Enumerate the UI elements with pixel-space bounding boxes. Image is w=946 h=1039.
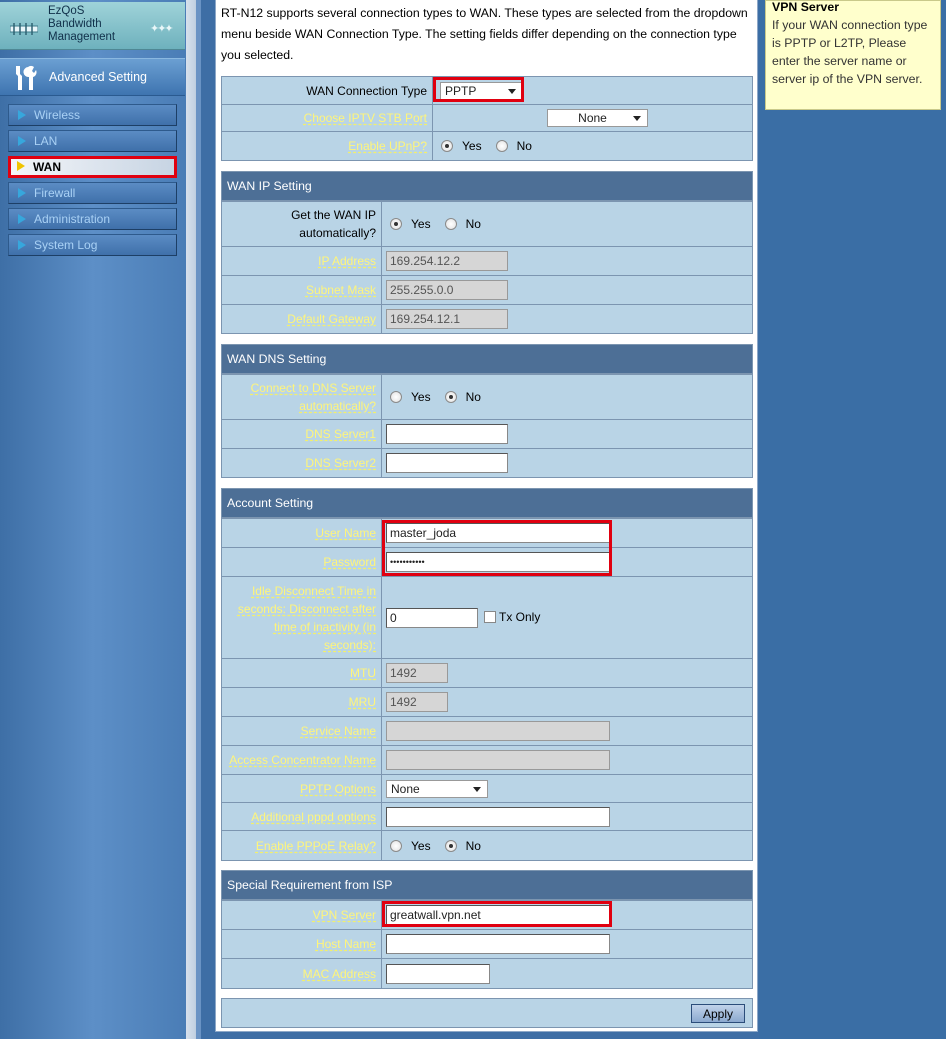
username-label[interactable]: User Name xyxy=(315,526,376,540)
wan-ip-auto-no-label: No xyxy=(465,217,481,231)
pppoe-relay-yes-label: Yes xyxy=(411,838,431,853)
help-title: VPN Server xyxy=(772,0,839,14)
arrow-icon xyxy=(18,214,26,224)
row-mac-address xyxy=(222,959,752,988)
mac-address-input[interactable] xyxy=(386,964,490,984)
host-name-label[interactable]: Host Name xyxy=(315,937,376,951)
password-label[interactable]: Password xyxy=(323,555,376,569)
sidebar-item-wan[interactable]: WAN xyxy=(8,156,177,178)
pppd-label[interactable]: Additional pppd options xyxy=(251,809,376,824)
ezqos-banner[interactable] xyxy=(0,2,185,50)
row-default-gateway xyxy=(222,305,752,333)
isp-table xyxy=(221,900,753,989)
mtu-input[interactable]: 1492 xyxy=(386,663,448,683)
mru-input[interactable]: 1492 xyxy=(386,692,448,712)
dns2-label[interactable]: DNS Server2 xyxy=(305,456,376,470)
service-name-label[interactable]: Service Name xyxy=(300,724,376,738)
wan-type-select[interactable]: PPTP xyxy=(440,82,523,100)
row-dns1 xyxy=(222,420,752,449)
row-service-name xyxy=(222,717,752,746)
dns-auto-yes-radio[interactable] xyxy=(390,391,402,403)
dns-auto-no-radio[interactable] xyxy=(445,391,457,403)
sidebar xyxy=(0,0,186,1039)
upnp-yes-radio[interactable] xyxy=(441,140,453,152)
vpn-server-input[interactable]: greatwall.vpn.net xyxy=(386,905,610,925)
arrow-icon xyxy=(18,136,26,146)
row-subnet-mask xyxy=(222,276,752,305)
upnp-no-radio[interactable] xyxy=(496,140,508,152)
sidebar-item-lan[interactable]: LAN xyxy=(8,130,177,152)
sidebar-item-firewall[interactable]: Firewall xyxy=(8,182,177,204)
row-ac-name xyxy=(222,746,752,775)
arrow-icon xyxy=(17,161,25,171)
bandwidth-icon xyxy=(10,22,38,36)
wrench-icon xyxy=(12,64,38,92)
subnet-mask-input[interactable]: 255.255.0.0 xyxy=(386,280,508,300)
wan-ip-auto-no-radio[interactable] xyxy=(445,218,457,230)
pptp-options-label[interactable]: PPTP Options xyxy=(300,781,376,796)
dns1-input[interactable] xyxy=(386,424,508,444)
upnp-yes-label: Yes xyxy=(462,139,482,153)
row-password xyxy=(222,548,752,577)
account-header: Account Setting xyxy=(221,488,753,518)
subnet-mask-label[interactable]: Subnet Mask xyxy=(305,283,376,297)
ac-name-input[interactable] xyxy=(386,750,610,770)
wan-ip-auto-yes-label: Yes xyxy=(411,217,431,231)
row-host-name xyxy=(222,930,752,959)
row-pppoe-relay xyxy=(222,831,752,860)
arrow-icon xyxy=(18,240,26,250)
wan-ip-auto-label: Get the WAN IP automatically? xyxy=(291,208,376,240)
idle-label[interactable]: Idle Disconnect Time in seconds: Disconnect after time of inactivity (in seconds): xyxy=(237,583,376,652)
pppoe-relay-yes-radio[interactable] xyxy=(390,840,402,852)
sidebar-item-system-log[interactable]: System Log xyxy=(8,234,177,256)
ip-address-label[interactable]: IP Address xyxy=(318,254,376,268)
row-pppd xyxy=(222,803,752,831)
host-name-input[interactable] xyxy=(386,934,610,954)
sidebar-menu xyxy=(8,104,177,260)
arrow-icon xyxy=(18,188,26,198)
service-name-input[interactable] xyxy=(386,721,610,741)
dns2-input[interactable] xyxy=(386,453,508,473)
pppoe-relay-label[interactable]: Enable PPPoE Relay? xyxy=(255,838,376,853)
mru-label[interactable]: MRU xyxy=(348,695,376,709)
row-upnp xyxy=(222,132,752,160)
vpn-server-label[interactable]: VPN Server xyxy=(312,908,376,922)
row-pptp-options xyxy=(222,775,752,803)
dns-auto-no-label: No xyxy=(465,390,481,404)
isp-header: Special Requirement from ISP xyxy=(221,870,753,900)
default-gateway-input[interactable]: 169.254.12.1 xyxy=(386,309,508,329)
intro-text: RT-N12 supports several connection types to WAN. These types are selected from the dropdown menu beside WAN Connection Type. The setting fields differ depending on the connection type you selected. xyxy=(221,6,748,62)
ip-address-input[interactable]: 169.254.12.2 xyxy=(386,251,508,271)
sidebar-item-administration[interactable]: Administration xyxy=(8,208,177,230)
main-panel xyxy=(215,0,758,1032)
row-iptv xyxy=(222,105,752,132)
wan-dns-header: WAN DNS Setting xyxy=(221,344,753,374)
pppoe-relay-no-label: No xyxy=(465,838,481,853)
wan-ip-header: WAN IP Setting xyxy=(221,171,753,201)
dns-auto-label[interactable]: Connect to DNS Server automatically? xyxy=(250,381,376,413)
iptv-select[interactable]: None xyxy=(547,109,648,127)
apply-button[interactable]: Apply xyxy=(691,1004,745,1023)
sidebar-item-wireless[interactable]: Wireless xyxy=(8,104,177,126)
row-ip-address xyxy=(222,247,752,276)
pppoe-relay-no-radio[interactable] xyxy=(445,840,457,852)
dns1-label[interactable]: DNS Server1 xyxy=(305,427,376,441)
basic-settings-table xyxy=(221,76,753,161)
row-mru xyxy=(222,688,752,717)
ezqos-label: EzQoS Bandwidth Management xyxy=(48,5,116,43)
row-username xyxy=(222,519,752,548)
help-panel xyxy=(765,0,941,110)
arrow-icon xyxy=(18,110,26,120)
ac-name-label[interactable]: Access Concentrator Name xyxy=(229,753,376,767)
default-gateway-label[interactable]: Default Gateway xyxy=(287,312,376,326)
pppd-input[interactable] xyxy=(386,807,610,827)
pptp-options-select[interactable]: None xyxy=(386,780,488,798)
wan-ip-auto-yes-radio[interactable] xyxy=(390,218,402,230)
tx-only-checkbox[interactable] xyxy=(484,611,496,623)
row-vpn-server xyxy=(222,901,752,930)
row-dns-auto xyxy=(222,375,752,420)
account-table xyxy=(221,518,753,861)
help-text: If your WAN connection type is PPTP or L2TP, Please enter the server name or server ip of the VPN server. xyxy=(772,18,928,86)
dns-auto-yes-label: Yes xyxy=(411,390,431,404)
wan-type-label: WAN Connection Type xyxy=(306,83,427,98)
wan-ip-table xyxy=(221,201,753,334)
mtu-label[interactable]: MTU xyxy=(350,666,376,680)
wan-dns-table xyxy=(221,374,753,478)
iptv-label[interactable]: Choose IPTV STB Port xyxy=(303,111,427,125)
advanced-setting-header[interactable] xyxy=(0,58,185,96)
tx-only-label: Tx Only xyxy=(499,609,541,624)
advanced-setting-label: Advanced Setting xyxy=(49,70,147,84)
password-input[interactable]: ••••••••••• xyxy=(386,552,610,572)
upnp-no-label: No xyxy=(516,139,532,153)
apply-bar xyxy=(221,998,753,1028)
stars-icon: ✦✦✦ xyxy=(150,23,172,35)
idle-input[interactable]: 0 xyxy=(386,608,478,628)
row-wan-type xyxy=(222,77,752,105)
upnp-label[interactable]: Enable UPnP? xyxy=(348,139,427,153)
row-dns2 xyxy=(222,449,752,477)
row-wan-ip-auto xyxy=(222,202,752,247)
row-idle xyxy=(222,577,752,659)
mac-address-label[interactable]: MAC Address xyxy=(302,966,376,981)
row-mtu xyxy=(222,659,752,688)
username-input[interactable]: master_joda xyxy=(386,523,610,543)
